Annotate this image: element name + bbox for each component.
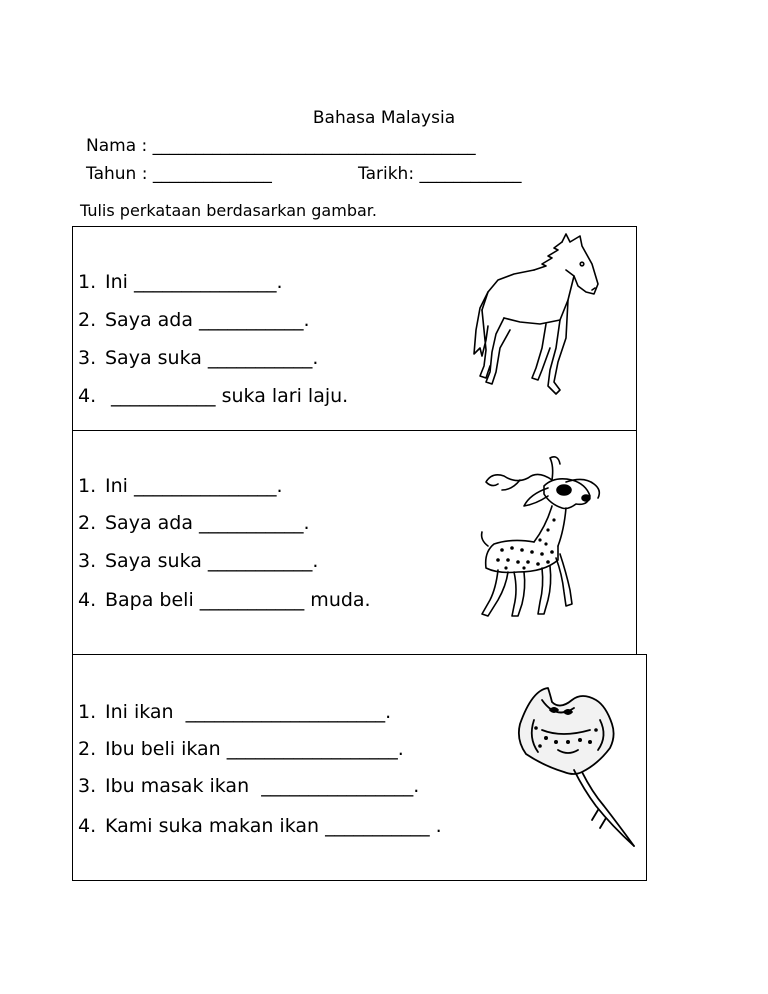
exercise-line: 1. Ini _______________. [78, 475, 283, 497]
exercise-line: 2. Saya ada ___________. [78, 309, 310, 331]
exercise-line: 4. ___________ suka lari laju. [78, 385, 349, 407]
page-title: Bahasa Malaysia [312, 108, 456, 128]
exercise-line: 3. Saya suka ___________. [78, 347, 319, 369]
instruction-text: Tulis perkataan berdasarkan gambar. [80, 201, 377, 220]
exercise-line: 1. Ini ikan _____________________. [78, 701, 392, 723]
name-field-label: Nama : ______________________________________ [86, 136, 476, 156]
exercise-line: 4. Kami suka makan ikan ___________ . [78, 815, 442, 837]
date-field-label: Tarikh: ____________ [358, 164, 522, 184]
exercise-line: 2. Ibu beli ikan __________________. [78, 738, 404, 760]
exercise-line: 2. Saya ada ___________. [78, 512, 310, 534]
horse-illustration [470, 230, 605, 405]
exercise-line: 3. Ibu masak ikan ________________. [78, 775, 420, 797]
year-field-label: Tahun : ______________ [86, 164, 272, 184]
exercise-line: 3. Saya suka ___________. [78, 550, 319, 572]
exercise-line: 1. Ini _______________. [78, 271, 283, 293]
stingray-illustration [512, 680, 642, 855]
deer-illustration [468, 450, 613, 625]
exercise-line: 4. Bapa beli ___________ muda. [78, 589, 371, 611]
